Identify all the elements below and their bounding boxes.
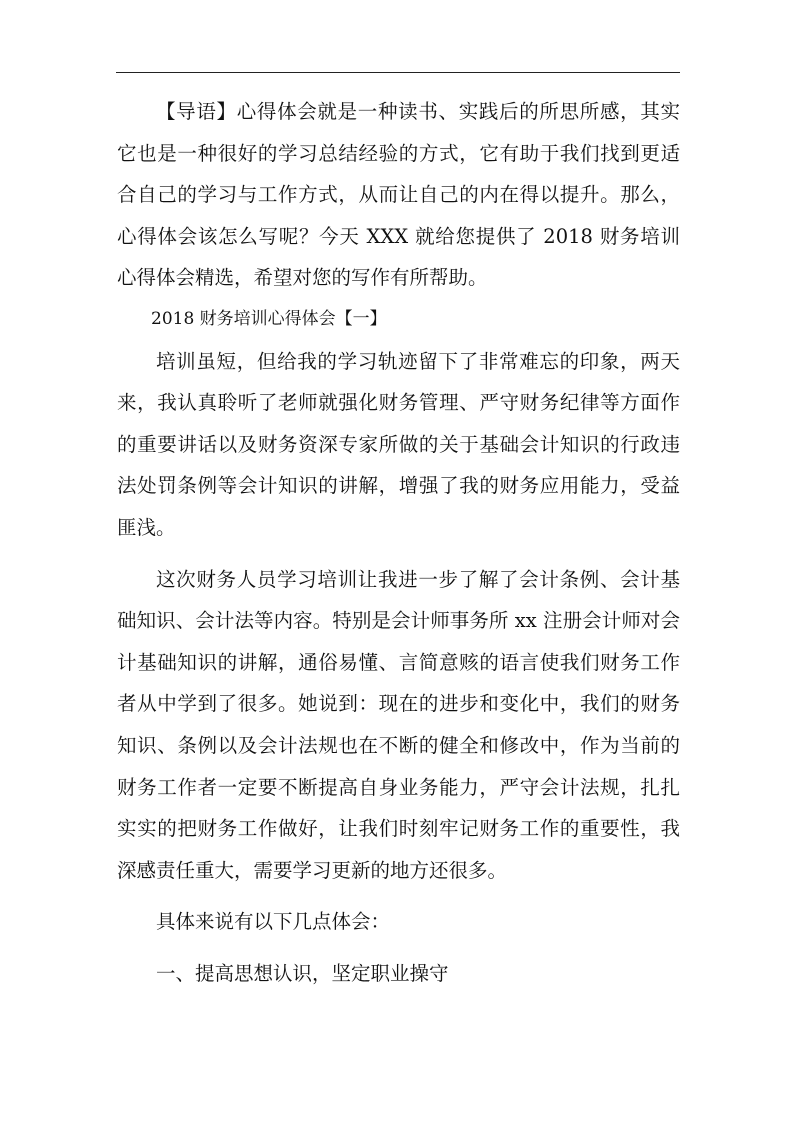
subsection-heading: 一、提高思想认识，坚定职业操守 — [156, 961, 449, 985]
body-paragraph: 培训虽短，但给我的学习轨迹留下了非常难忘的印象，两天来，我认真聆听了老师就强化财务管理、严守财务纪律等方面作的重要讲话以及财务资深专家所做的关于基础会计知识的行政违法处罚条例等会计知识的讲解，增强了我的财务应用能力，受益匪浅。 — [117, 349, 680, 539]
body-paragraph: 这次财务人员学习培训让我进一步了解了会计条例、会计基础知识、会计法等内容。特别是会计师事务所 xx 注册会计师对会计基础知识的讲解，通俗易懂、言简意赅的语言使我们财务工作者从中学到了很多。她说到：现在的进步和变化中，我们的财务知识、条例以及会计法规也在不断的健全和修改中，作为当前的财务工作者一定要不断提高自身业务能力，严守会计法规，扎扎实实的把财务工作做好，让我们时刻牢记财务工作的重要性，我深感责任重大，需要学习更新的地方还很多。 — [117, 567, 680, 882]
document-body — [117, 91, 680, 994]
header-rule — [116, 72, 680, 73]
intro-paragraph: 【导语】心得体会就是一种读书、实践后的所思所感，其实它也是一种很好的学习总结经验的方式，它有助于我们找到更适合自己的学习与工作方式，从而让自己的内在得以提升。那么，心得体会该怎么写呢？今天 XXX 就给您提供了 2018 财务培训心得体会精选，希望对您的写作有所帮助。 — [117, 100, 680, 290]
body-paragraph: 具体来说有以下几点体会： — [156, 910, 391, 934]
section-heading: 2018 财务培训心得体会【一】 — [151, 308, 387, 329]
